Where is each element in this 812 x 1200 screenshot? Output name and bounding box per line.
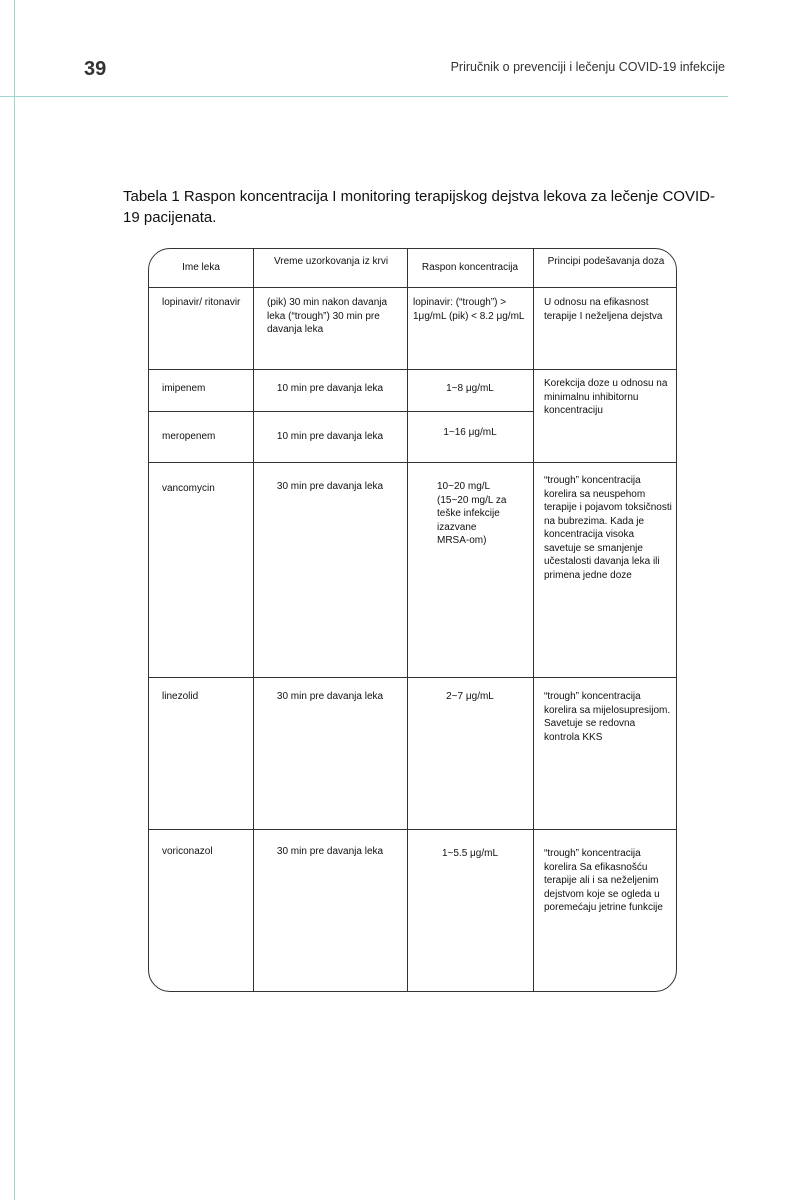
drug-monitoring-table — [148, 248, 677, 992]
table-cell-sampling: 10 min pre davanja leka — [276, 431, 384, 442]
running-title: Priručnik o prevenciji i lečenju COVID-19 infekcije — [450, 60, 725, 74]
column-header-concentration-range: Raspon koncentracija — [421, 262, 519, 273]
table-cell-sampling: 10 min pre davanja leka — [276, 383, 384, 394]
column-divider — [253, 249, 254, 992]
table-cell-sampling: 30 min pre davanja leka — [276, 691, 384, 702]
table-cell-drug: imipenem — [162, 383, 206, 394]
column-header-drug-name: Ime leka — [182, 262, 220, 273]
row-divider — [149, 369, 677, 370]
page-edge-rule — [14, 0, 15, 1200]
table-caption: Tabela 1 Raspon koncentracija I monitoring terapijskog dejstva lekova za lečenje COVID-19 pacijenata. — [123, 188, 715, 226]
table-cell-drug: vancomycin — [162, 483, 215, 494]
table-cell-principles: “trough” koncentracija korelira Sa efikasnošću terapije ali i sa neželjenim dejstvom koje se ogleda u poremećaju jetrine funkcije — [544, 848, 663, 913]
page-number: 39 — [84, 58, 107, 80]
table-cell-range: 1~8 μg/mL — [446, 383, 494, 394]
row-divider — [149, 287, 677, 288]
table-cell-sampling: 30 min pre davanja leka — [276, 481, 384, 492]
column-divider — [407, 249, 408, 992]
table-cell-sampling: (pik) 30 min nakon davanja leka (“trough”) 30 min pre davanja leka — [267, 297, 388, 335]
table-cell-drug: meropenem — [162, 431, 216, 442]
table-cell-principles: U odnosu na efikasnost terapije I neželjena dejstva — [544, 297, 663, 322]
row-divider — [149, 829, 677, 830]
table-cell-drug: linezolid — [162, 691, 199, 702]
table-cell-principles: Korekcija doze u odnosu na minimalnu inhibitornu koncentraciju — [544, 378, 668, 416]
table-cell-principles: “trough” koncentracija korelira sa neuspehom terapije i pojavom toksičnosti na bubrezima. Kada je koncentracija visoka savetuje se smanjenje učestalosti davanja leka ili primena jedne doze — [544, 475, 672, 581]
column-header-sampling-time: Vreme uzorkovanja iz krvi — [273, 256, 389, 267]
table-cell-sampling: 30 min pre davanja leka — [276, 846, 384, 857]
header-divider — [0, 96, 728, 97]
table-cell-range: 1~5.5 μg/mL — [441, 848, 499, 859]
table-cell-range: 2~7 μg/mL — [446, 691, 494, 702]
table-cell-drug: voriconazol — [162, 846, 213, 857]
column-divider — [533, 249, 534, 992]
row-divider — [149, 411, 533, 412]
row-divider — [149, 462, 677, 463]
table-cell-principles: “trough” koncentracija korelira sa mijelosupresijom. Savetuje se redovna kontrola KKS — [544, 691, 671, 743]
table-cell-range: 10~20 mg/L (15~20 mg/L za teške infekcije izazvane MRSA-om) — [437, 481, 507, 546]
column-header-dosing-principles: Principi podešavanja doza — [547, 256, 665, 267]
table-cell-drug: lopinavir/ ritonavir — [162, 297, 241, 308]
table-cell-range: lopinavir: (“trough”) > 1μg/mL (pik) < 8.2 μg/mL — [413, 297, 525, 322]
row-divider — [149, 677, 677, 678]
table-cell-range: 1~16 μg/mL — [443, 427, 497, 438]
